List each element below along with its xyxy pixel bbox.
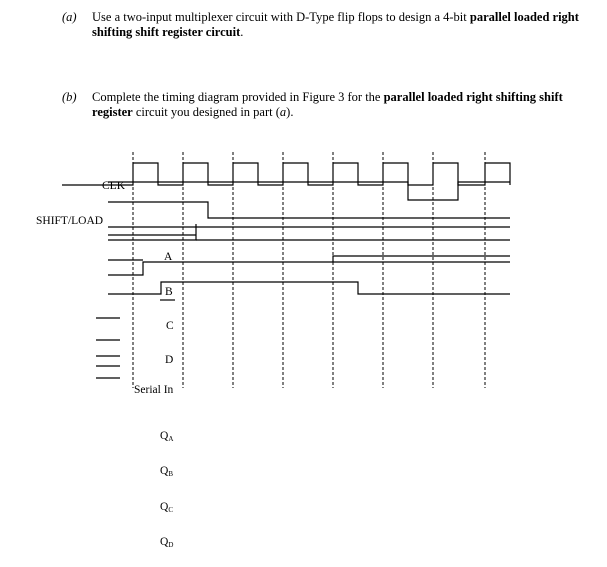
c-label: C xyxy=(166,320,174,332)
part-a-label: (a) xyxy=(62,10,77,24)
b-label: B xyxy=(165,286,173,298)
clk-label: CLK xyxy=(102,180,125,192)
part-b-text-2: circuit you designed in part ( xyxy=(132,105,280,119)
part-a-bold: parallel loaded right shifting shift register circuit xyxy=(92,10,579,39)
shift-load-label: SHIFT/LOAD xyxy=(36,215,104,227)
part-b-label: (b) xyxy=(62,90,77,104)
part-b-bold: parallel loaded right shifting shift register xyxy=(92,90,563,119)
serial-in-label: Serial In xyxy=(134,384,174,396)
shift-load-waveform xyxy=(108,202,510,218)
part-b-text-1: Complete the timing diagram provided in Figure 3 for the xyxy=(92,90,384,104)
qc-label: QC xyxy=(160,501,173,514)
left-ticks xyxy=(96,318,120,378)
qd-label: QD xyxy=(160,536,174,549)
part-b-text-3: ). xyxy=(286,105,294,119)
part-b-italic: a xyxy=(279,105,287,119)
a-label: A xyxy=(164,251,173,263)
qb-label: QB xyxy=(160,465,173,478)
part-a-text-2: . xyxy=(240,25,244,39)
qa-label: QA xyxy=(160,430,174,443)
part-a-text-1: Use a two-input multiplexer circuit with D-Type flip flops to design a 4-bit xyxy=(92,10,470,24)
clock-edge-markers xyxy=(133,152,485,388)
d-label: D xyxy=(165,354,174,366)
